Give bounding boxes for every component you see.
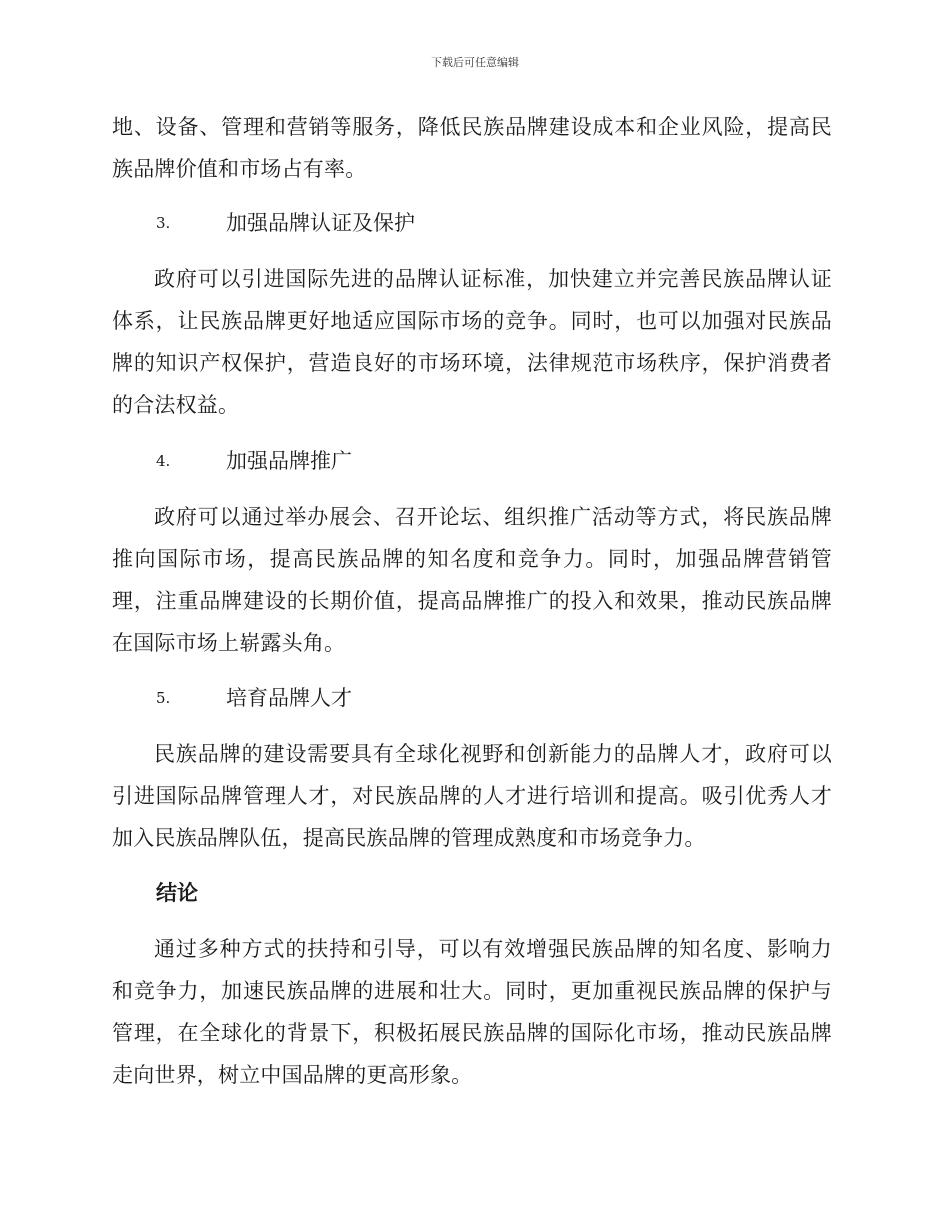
paragraph-conclusion: 通过多种方式的扶持和引导，可以有效增强民族品牌的知名度、影响力和竞争力，加速民族品牌的进展和壮大。同时，更加重视民族品牌的保护与管理，在全球化的背景下，积极拓展民族品牌的国际化市场，推动民族品牌走向世界，树立中国品牌的更高形象。 xyxy=(112,937,832,1087)
section-number: 4. xyxy=(156,452,171,470)
section-heading-3 xyxy=(112,202,832,244)
paragraph-continuation: 地、设备、管理和营销等服务，降低民族品牌建设成本和企业风险，提高民族品牌价值和市场占有率。 xyxy=(112,115,832,181)
paragraph-certification: 政府可以引进国际先进的品牌认证标准，加快建立并完善民族品牌认证体系，让民族品牌更好地适应国际市场的竞争。同时，也可以加强对民族品牌的知识产权保护，营造良好的市场环境，法律规范市场秩序，保护消费者的合法权益。 xyxy=(112,267,832,417)
section-heading-4 xyxy=(112,440,832,482)
section-heading-5 xyxy=(112,677,832,719)
section-title: 培育品牌人才 xyxy=(226,686,352,710)
section-number: 3. xyxy=(156,214,171,232)
conclusion-heading: 结论 xyxy=(156,881,198,905)
section-title: 加强品牌认证及保护 xyxy=(226,211,415,235)
paragraph-talent: 民族品牌的建设需要具有全球化视野和创新能力的品牌人才，政府可以引进国际品牌管理人才，对民族品牌的人才进行培训和提高。吸引优秀人才加入民族品牌队伍，提高民族品牌的管理成熟度和市场竞争力。 xyxy=(112,742,832,850)
page-header: 下载后可任意编辑 xyxy=(431,56,519,69)
paragraph-promotion: 政府可以通过举办展会、召开论坛、组织推广活动等方式，将民族品牌推向国际市场，提高民族品牌的知名度和竞争力。同时，加强品牌营销管理，注重品牌建设的长期价值，提高品牌推广的投入和效果，推动民族品牌在国际市场上崭露头角。 xyxy=(112,505,832,655)
section-number: 5. xyxy=(156,689,171,707)
section-title: 加强品牌推广 xyxy=(226,449,352,473)
